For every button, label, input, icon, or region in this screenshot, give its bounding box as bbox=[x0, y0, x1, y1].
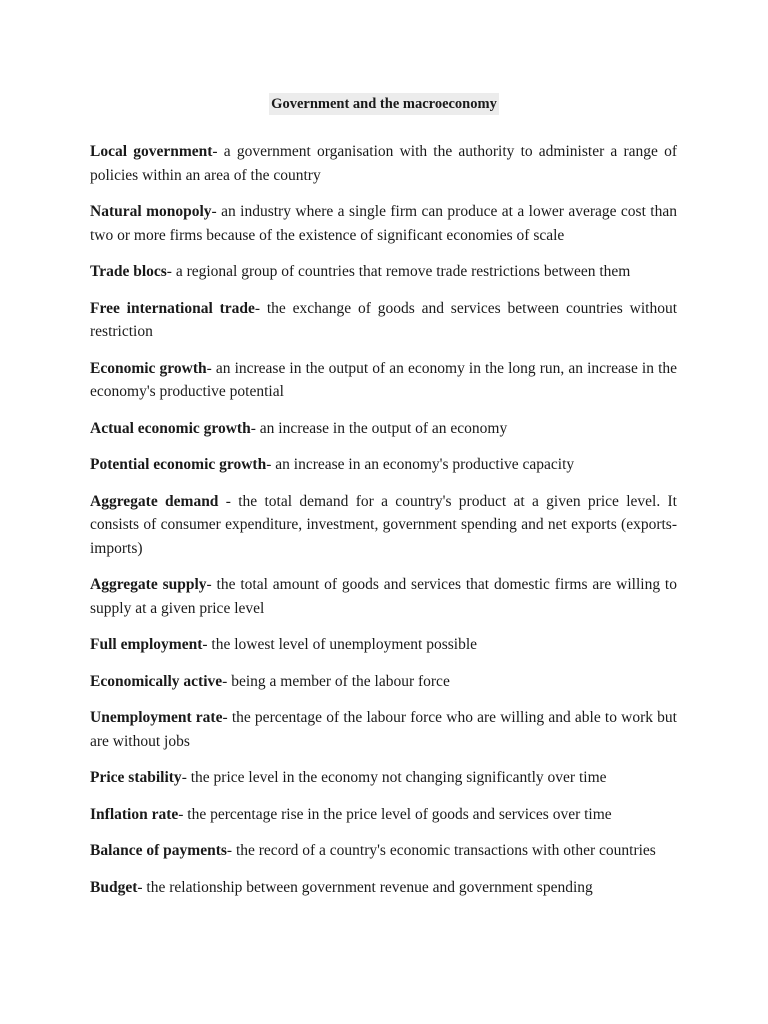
definition-text: - the total demand for a country's product at a given price level. It consists of consumer expenditure, investment, government spending and net exports (exports-imports) bbox=[90, 492, 677, 557]
page-title: Government and the macroeconomy bbox=[269, 93, 499, 115]
definition-text: - a government organisation with the authority to administer a range of policies within an area of the country bbox=[90, 143, 677, 184]
definition-item bbox=[90, 766, 677, 790]
definition-text: - a regional group of countries that remove trade restrictions between them bbox=[166, 263, 631, 280]
definition-text: - an increase in the output of an economy in the long run, an increase in the economy's productive potential bbox=[90, 359, 678, 400]
definition-item bbox=[90, 140, 677, 187]
definition-term: Actual economic growth bbox=[90, 419, 251, 437]
definition-term: Economically active bbox=[90, 672, 223, 690]
title-container bbox=[0, 93, 768, 115]
definition-item bbox=[90, 357, 677, 404]
definition-item bbox=[90, 670, 677, 694]
definition-item bbox=[90, 876, 677, 900]
definition-term: Budget bbox=[90, 878, 138, 896]
definition-item bbox=[90, 839, 677, 863]
definition-item bbox=[90, 453, 677, 477]
definition-item bbox=[90, 490, 677, 561]
definition-term: Aggregate supply bbox=[90, 576, 207, 593]
definition-term: Free international trade bbox=[90, 299, 255, 317]
definition-term: Price stability bbox=[90, 769, 182, 786]
definition-text: - the relationship between government revenue and government spending bbox=[137, 878, 593, 896]
definition-text: - being a member of the labour force bbox=[222, 672, 450, 690]
definition-text: - the total amount of goods and services that domestic firms are willing to supply at a given price level bbox=[90, 576, 677, 617]
definition-text: - an industry where a single firm can produce at a lower average cost than two or more firms because of the existence of significant economies of scale bbox=[90, 203, 677, 244]
definition-term: Trade blocs bbox=[90, 263, 167, 280]
definition-text: - the exchange of goods and services between countries without restriction bbox=[90, 299, 677, 340]
definition-text: - an increase in the output of an economy bbox=[250, 419, 508, 437]
definition-item bbox=[90, 706, 677, 753]
definitions-list bbox=[90, 140, 677, 912]
definition-term: Economic growth bbox=[90, 359, 207, 377]
definition-item bbox=[90, 633, 677, 657]
definition-term: Balance of payments bbox=[90, 842, 227, 859]
definition-term: Potential economic growth bbox=[90, 456, 267, 473]
definition-term: Aggregate demand bbox=[90, 492, 219, 510]
definition-term: Natural monopoly bbox=[90, 203, 212, 220]
definition-item bbox=[90, 417, 677, 441]
definition-text: - the price level in the economy not changing significantly over time bbox=[181, 769, 607, 786]
definition-text: - an increase in an economy's productive capacity bbox=[266, 456, 575, 473]
definition-term: Local government bbox=[90, 143, 213, 160]
definition-text: - the record of a country's economic transactions with other countries bbox=[226, 842, 656, 859]
definition-item bbox=[90, 200, 677, 247]
definition-text: - the lowest level of unemployment possible bbox=[202, 636, 478, 653]
definition-item bbox=[90, 297, 677, 344]
definition-item bbox=[90, 573, 677, 620]
definition-term: Full employment bbox=[90, 636, 203, 653]
definition-text: - the percentage rise in the price level of goods and services over time bbox=[178, 805, 612, 823]
definition-text: - the percentage of the labour force who are willing and able to work but are without jobs bbox=[90, 709, 677, 750]
definition-item bbox=[90, 803, 677, 827]
definition-term: Unemployment rate bbox=[90, 709, 223, 726]
definition-item bbox=[90, 260, 677, 284]
definition-term: Inflation rate bbox=[90, 805, 179, 823]
